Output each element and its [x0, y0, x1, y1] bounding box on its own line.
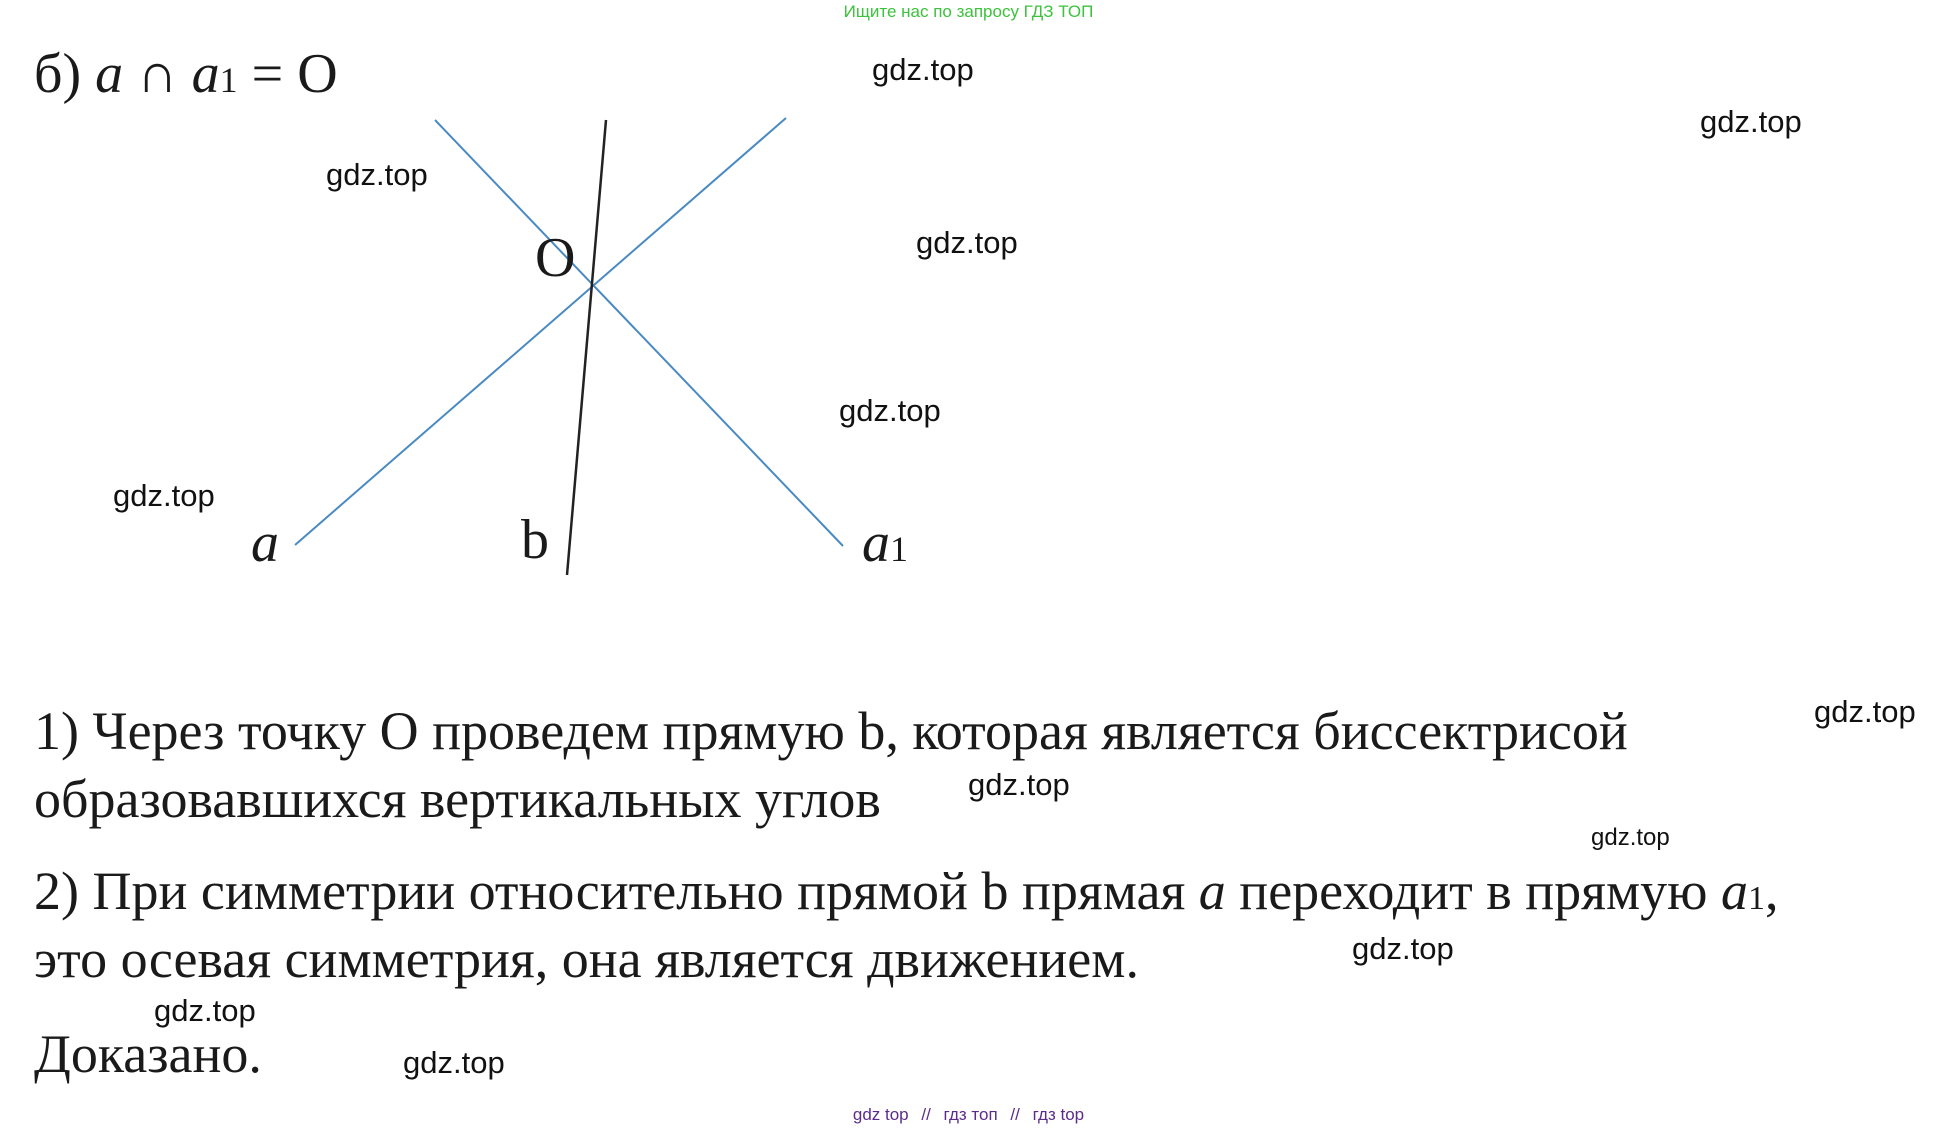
footer-link-gdz-top-ru[interactable]: гдз топ [943, 1105, 998, 1124]
heading-equals: = [251, 43, 284, 105]
step2-line1 [34, 857, 1779, 933]
step2-part1: 2) При симметрии относительно прямой b прямая [34, 861, 1186, 921]
watermark: gdz.top [326, 157, 428, 192]
footer-link-gdz-top-mixed[interactable]: гдз top [1032, 1105, 1085, 1124]
step2-line2: это осевая симметрия, она является движением. [34, 929, 1139, 989]
step1-line1: 1) Через точку O проведем прямую b, которая является биссектрисой [34, 701, 1628, 761]
line-b [567, 120, 606, 575]
heading-var-a: a [95, 43, 124, 105]
line-a1-subscript: 1 [890, 529, 908, 569]
heading-point: O [297, 43, 338, 105]
footer-links [0, 1105, 1937, 1125]
watermark: gdz.top [1814, 694, 1916, 729]
footer-separator: // [1010, 1105, 1020, 1124]
watermark: gdz.top [1700, 104, 1802, 139]
heading-intersection-symbol: ∩ [137, 43, 178, 105]
step2-var-a1: a [1721, 861, 1749, 921]
heading-var-a1: a [191, 43, 220, 105]
heading-prefix: б) [34, 43, 82, 105]
step1-line2: образовавшихся вертикальных углов [34, 769, 881, 829]
watermark: gdz.top [154, 993, 256, 1028]
line-a-label: a [251, 512, 279, 574]
watermark: gdz.top [968, 767, 1070, 802]
footer-separator: // [921, 1105, 931, 1124]
watermark: gdz.top [1352, 931, 1454, 966]
watermark: gdz.top [872, 52, 974, 87]
conclusion: Доказано. [34, 1024, 262, 1084]
line-a1-label [862, 511, 908, 575]
point-o-label: O [535, 227, 576, 289]
line-a1 [435, 120, 843, 546]
heading-subscript: 1 [219, 60, 238, 100]
step2-comma: , [1765, 861, 1779, 921]
watermark: gdz.top [839, 393, 941, 428]
header-search-note: Ищите нас по запросу ГДЗ ТОП [843, 2, 1094, 21]
watermark: gdz.top [916, 225, 1018, 260]
watermark: gdz.top [113, 478, 215, 513]
line-b-label: b [521, 509, 549, 571]
line-a1-var: a [862, 512, 890, 574]
footer-link-gdz-top[interactable]: gdz top [852, 1105, 909, 1124]
watermark: gdz.top [403, 1045, 505, 1080]
step2-part2: переходит в прямую [1239, 861, 1708, 921]
watermark: gdz.top [1591, 824, 1670, 851]
step2-var-a: a [1198, 861, 1226, 921]
step2-subscript: 1 [1748, 880, 1766, 917]
